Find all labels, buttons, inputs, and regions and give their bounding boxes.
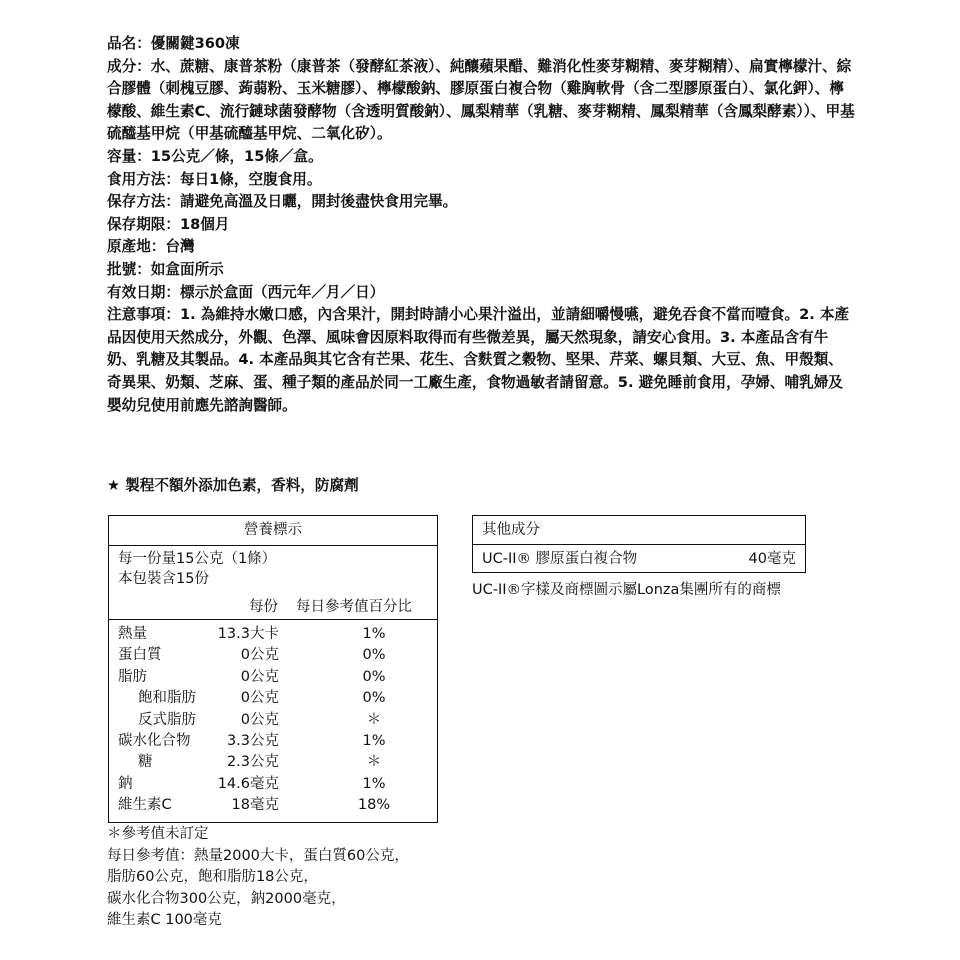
nutrient-dv: 0% (362, 668, 386, 685)
footnote-line: 碳水化合物300公克，鈉2000毫克， (107, 890, 346, 907)
nutrient-amount: 0公克 (240, 690, 279, 707)
nutrient-name: 脂肪 (118, 668, 147, 685)
nutrient-name: 飽和脂肪 (138, 690, 196, 707)
nutrient-amount: 2.3公克 (226, 754, 279, 771)
nutrition-title: 營養標示 (109, 516, 437, 546)
nutrition-footnotes (107, 824, 409, 932)
nutrient-amount: 0公克 (240, 668, 279, 685)
nutrient-name: 蛋白質 (118, 647, 162, 664)
nutrient-amount: 3.3公克 (226, 732, 279, 749)
other-name: UC-II® 膠原蛋白複合物 (482, 551, 638, 567)
shelf-life: 保存期限：18個月 (107, 215, 230, 233)
additive-note: ★ 製程不額外添加色素，香料，防腐劑 (107, 477, 359, 494)
nutrient-name: 維生素C (118, 797, 172, 814)
capacity: 容量：15公克／條，15條／盒。 (107, 147, 323, 165)
batch: 批號：如盒面所示 (107, 260, 224, 278)
nutrition-rows (109, 620, 437, 817)
nutrition-row (109, 774, 437, 795)
nutrient-dv: 0% (362, 690, 386, 707)
storage: 保存方法：請避免高溫及日曬，開封後盡快食用完畢。 (107, 193, 458, 211)
other-title: 其他成分 (473, 516, 805, 545)
footnote-line: 每日參考值：熱量2000大卡，蛋白質60公克， (107, 847, 409, 864)
nutrient-name: 碳水化合物 (118, 732, 191, 749)
nutrition-row (109, 795, 437, 816)
nutrition-row (109, 624, 437, 645)
col-per-serving: 每份 (249, 599, 278, 615)
nutrient-name: 反式脂肪 (138, 711, 196, 728)
other-value: 40毫克 (748, 551, 796, 567)
nutrition-table (108, 515, 438, 823)
nutrient-name: 鈉 (118, 775, 133, 792)
nutrition-row (109, 688, 437, 709)
expiry: 有效日期：標示於盒面（西元年／月／日） (107, 283, 385, 301)
nutrient-amount: 0公克 (240, 647, 279, 664)
nutrient-dv: 18% (357, 797, 391, 814)
ingredients: 成分：水、蔗糖、康普茶粉（康普茶（發酵紅茶液）、純釀蘋果醋、難消化性麥芽糊精、麥芽糊精）、扁實檸檬汁、綜合膠體（刺槐豆膠、蒟蒻粉、玉米糖膠）、檸檬酸鈉、膠原蛋白複合物（雞胸軟骨（含二型膠原蛋白）、氯化鉀）、檸檬酸、維生素C、流行鏈球菌發酵物（含透明質酸鈉）、鳳梨精華（乳糖、麥芽糊精、鳳梨精華（含鳳梨酵素））、甲基硫醯基甲烷（甲基硫醯基甲烷、二氧化矽）。 (107, 57, 855, 143)
product-info (107, 33, 855, 417)
nutrition-row (109, 752, 437, 773)
other-ingredients-table (472, 515, 806, 573)
nutrition-row (109, 710, 437, 731)
footnote-line: 維生素C 100毫克 (107, 912, 222, 929)
origin: 原產地：台灣 (107, 238, 195, 256)
precautions: 注意事項：1. 為維持水嫩口感，內含果汁，開封時請小心果汁溢出，並請細嚼慢嚥，避免吞食不當而噎食。2. 本產品因使用天然成分，外觀、色澤、風味會因原料取得而有些微差異，屬天然現象，請安心食用。3. 本產品含有牛奶、乳糖及其製品。4. 本產品與其它含有芒果、花生、含麩質之穀物、堅果、芹菜、螺貝類、大豆、魚、甲殼類、奇異果、奶類、芝麻、蛋、種子類的產品於同一工廠生產，食物過敏者請留意。5. 避免睡前食用，孕婦、哺乳婦及嬰幼兒使用前應先諮詢醫師。 (107, 306, 850, 414)
nutrient-name: 糖 (138, 754, 153, 771)
nutrient-amount: 18毫克 (231, 797, 279, 814)
product-name: 品名：優關鍵360凍 (107, 35, 240, 52)
nutrient-dv: 1% (362, 775, 386, 792)
nutrient-dv: ＊ (366, 711, 382, 728)
nutrient-name: 熱量 (118, 626, 147, 642)
nutrition-row (109, 645, 437, 666)
nutrition-row (109, 731, 437, 752)
nutrient-dv: 0% (362, 647, 386, 664)
nutrient-amount: 0公克 (240, 711, 279, 728)
nutrition-row (109, 667, 437, 688)
nutrient-dv: 1% (362, 626, 386, 642)
usage: 食用方法：每日1條，空腹食用。 (107, 170, 322, 188)
nutrient-dv: ＊ (366, 754, 382, 771)
col-daily-value: 每日參考值百分比 (296, 599, 412, 615)
serving-size: 每一份量15公克（1條） (118, 551, 277, 567)
nutrition-header (109, 595, 437, 620)
footnote-line: ＊參考值未訂定 (107, 826, 209, 842)
servings-per-pack: 本包裝含15份 (118, 571, 209, 587)
other-row (473, 545, 805, 573)
nutrient-amount: 14.6毫克 (217, 775, 279, 792)
trademark-note: UC-II®字樣及商標圖示屬Lonza集團所有的商標 (472, 582, 781, 598)
serving-info (109, 546, 437, 595)
nutrient-amount: 13.3大卡 (217, 626, 279, 642)
nutrient-dv: 1% (362, 732, 386, 749)
footnote-line: 脂肪60公克，飽和脂肪18公克， (107, 869, 318, 886)
